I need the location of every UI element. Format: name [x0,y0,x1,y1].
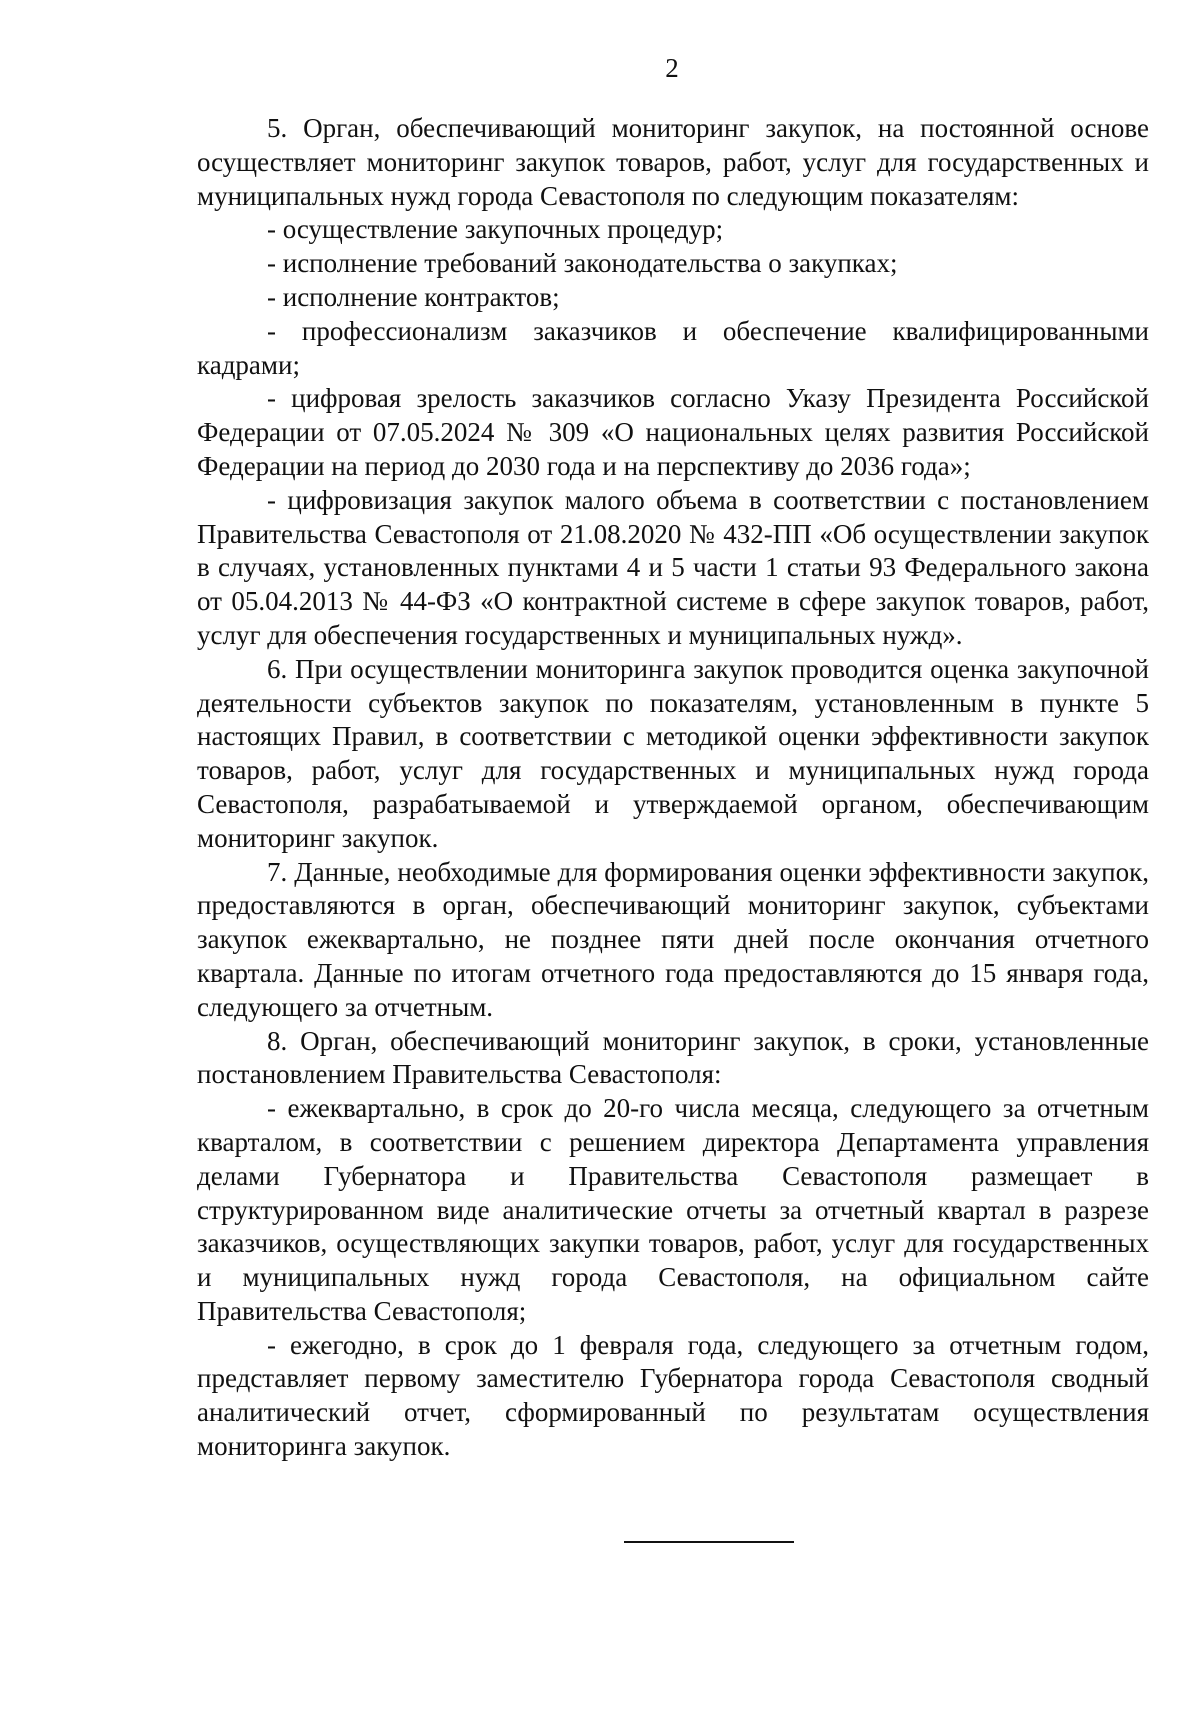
list-item-professionalism: - профессионализм заказчиков и обеспечение квалифицированными кадрами; [197,315,1149,380]
page-number: 2 [665,53,679,83]
list-item-legal-requirements: - исполнение требований законодательства о закупках; [267,248,898,279]
paragraph-item-7: 7. Данные, необходимые для формирования оценки эффективности закупок, предоставляются в орган, обеспечивающий мониторинг закупок, субъектами закупок ежеквартально, не позднее пяти дней после окончания отчетного квартала. Данные по итогам отчетного года предоставляются до 15 января года, следующего за отчетным. [197,856,1149,1022]
list-item-digital-maturity: - цифровая зрелость заказчиков согласно Указу Президента Российской Федерации от 07.05.2024 № 309 «О национальных целях развития Российской Федерации на период до 2030 года и на перспективу до 2036 года»; [197,383,1149,481]
document-body [197,112,1149,1464]
paragraph-item-8: 8. Орган, обеспечивающий мониторинг закупок, в сроки, установленные постановлением Правительства Севастополя: [197,1025,1149,1090]
paragraph-item-5: 5. Орган, обеспечивающий мониторинг закупок, на постоянной основе осуществляет мониторинг закупок товаров, работ, услуг для государственных и муниципальных нужд города Севастополя по следующим показателям: [197,113,1149,211]
list-item-procurement-procedures: - осуществление закупочных процедур; [267,214,724,245]
list-item-annual-report: - ежегодно, в срок до 1 февраля года, следующего за отчетным годом, представляет первому заместителю Губернатора города Севастополя сводный аналитический отчет, сформированный по результатам осуществления мониторинга закупок. [197,1329,1149,1462]
end-of-text-rule [624,1541,794,1543]
paragraph-item-6: 6. При осуществлении мониторинга закупок проводится оценка закупочной деятельности субъектов закупок по показателям, установленным в пункте 5 настоящих Правил, в соответствии с методикой оценки эффективности закупок товаров, работ, услуг для государственных и муниципальных нужд города Севастополя, разрабатываемой и утверждаемой органом, обеспечивающим мониторинг закупок. [197,653,1149,853]
list-item-contract-execution: - исполнение контрактов; [267,281,560,312]
list-item-quarterly-reports: - ежеквартально, в срок до 20-го числа месяца, следующего за отчетным кварталом, в соответствии с решением директора Департамента управления делами Губернатора и Правительства Севастополя размещает в структурированном виде аналитические отчеты за отчетный квартал в разрезе заказчиков, осуществляющих закупки товаров, работ, услуг для государственных и муниципальных нужд города Севастополя, на официальном сайте Правительства Севастополя; [197,1093,1149,1326]
list-item-digitalization: - цифровизация закупок малого объема в соответствии с постановлением Правительства Севастополя от 21.08.2020 № 432-ПП «Об осуществлении закупок в случаях, установленных пунктами 4 и 5 части 1 статьи 93 Федерального закона от 05.04.2013 № 44-ФЗ «О контрактной системе в сфере закупок товаров, работ, услуг для обеспечения государственных и муниципальных нужд». [197,484,1149,650]
